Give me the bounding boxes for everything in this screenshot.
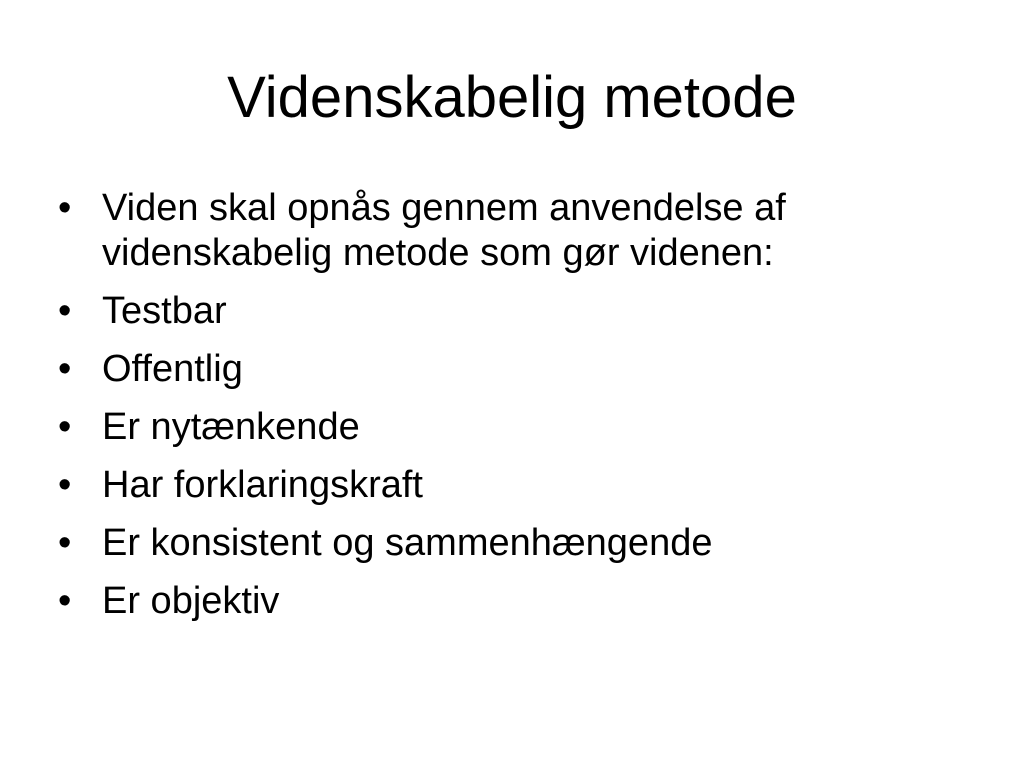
bullet-text: Er nytænkende bbox=[102, 406, 360, 448]
bullet-item bbox=[56, 463, 956, 508]
bullet-icon: • bbox=[58, 580, 72, 622]
bullet-item bbox=[56, 521, 956, 566]
bullet-item bbox=[56, 347, 956, 392]
bullet-text: Viden skal opnås gennem anvendelse af videnskabelig metode som gør videnen: bbox=[102, 187, 786, 274]
bullet-icon: • bbox=[58, 187, 72, 229]
bullet-text: Testbar bbox=[102, 290, 227, 332]
bullet-text: Offentlig bbox=[102, 348, 243, 390]
bullet-item bbox=[56, 405, 956, 450]
bullet-text: Er konsistent og sammenhængende bbox=[102, 522, 713, 564]
bullet-item bbox=[56, 186, 956, 276]
bullet-icon: • bbox=[58, 290, 72, 332]
bullet-text: Har forklaringskraft bbox=[102, 464, 423, 506]
slide-title: Videnskabelig metode bbox=[227, 65, 797, 130]
bullet-icon: • bbox=[58, 464, 72, 506]
bullet-icon: • bbox=[58, 522, 72, 564]
bullet-item bbox=[56, 579, 956, 624]
bullet-icon: • bbox=[58, 348, 72, 390]
bullet-icon: • bbox=[58, 406, 72, 448]
bullet-text: Er objektiv bbox=[102, 580, 280, 622]
bullet-item bbox=[56, 289, 956, 334]
bullet-list bbox=[56, 186, 956, 637]
